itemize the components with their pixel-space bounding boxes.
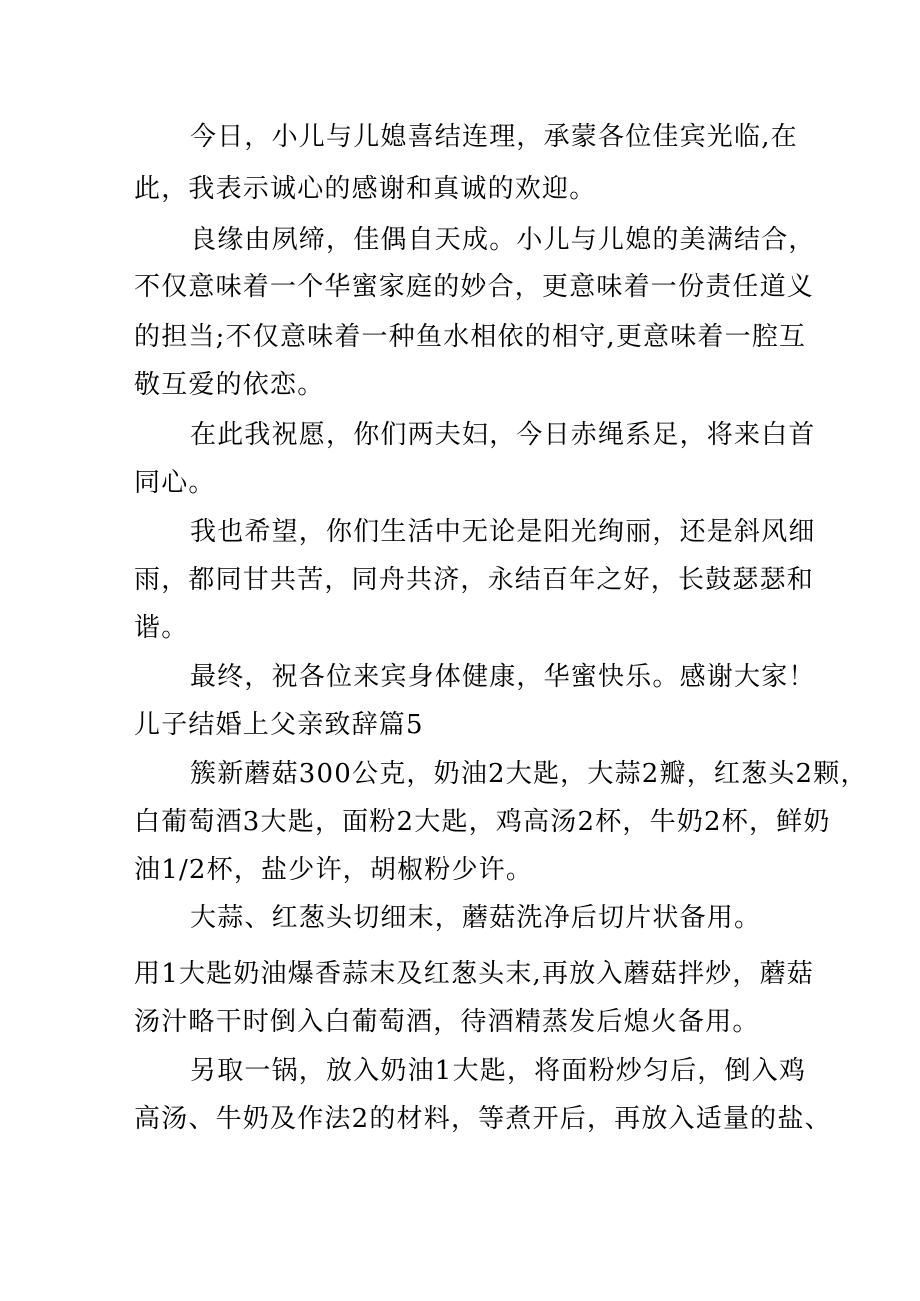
text-line: 高汤、牛奶及作法2的材料，等煮开后，再放入适量的盐、 xyxy=(134,1104,832,1134)
text-line: 簇新蘑菇300公克，奶油2大匙，大蒜2瓣，红葱头2颗， xyxy=(190,759,868,789)
text-line: 的担当;不仅意味着一种鱼水相依的相守,更意味着一腔互 xyxy=(134,322,807,352)
text-line: 今日，小儿与儿媳喜结连理，承蒙各位佳宾光临,在 xyxy=(190,122,798,152)
text-line: 不仅意味着一个华蜜家庭的妙合，更意味着一份责任道义 xyxy=(134,272,815,302)
text-line: 用1大匙奶油爆香蒜末及红葱头末,再放入蘑菇拌炒，蘑菇 xyxy=(134,959,815,989)
text-line: 雨，都同甘共苦，同舟共济，永结百年之好，长鼓瑟瑟和 xyxy=(134,565,815,595)
text-line: 白葡萄酒3大匙，面粉2大匙，鸡高汤2杯，牛奶2杯，鲜奶 xyxy=(134,807,831,837)
text-line: 我也希望，你们生活中无论是阳光绚丽，还是斜风细 xyxy=(190,517,816,547)
text-line: 另取一锅，放入奶油1大匙，将面粉炒匀后，倒入鸡 xyxy=(190,1056,807,1086)
text-line: 良缘由夙缔，佳偶自天成。小儿与儿媳的美满结合， xyxy=(190,225,816,255)
text-line: 最终，祝各位来宾身体健康，华蜜快乐。感谢大家！ xyxy=(190,662,816,692)
section-heading: 儿子结婚上父亲致辞篇5 xyxy=(134,710,424,740)
text-line: 谐。 xyxy=(134,613,189,643)
text-line: 油1/2杯，盐少许，胡椒粉少许。 xyxy=(134,855,534,885)
text-line: 在此我祝愿，你们两夫妇，今日赤绳系足，将来白首 xyxy=(190,420,816,450)
text-line: 汤汁略干时倒入白葡萄酒，待酒精蒸发后熄火备用。 xyxy=(134,1007,760,1037)
text-line: 大蒜、红葱头切细末，蘑菇洗净后切片状备用。 xyxy=(190,903,762,933)
text-line: 敬互爱的依恋。 xyxy=(134,370,325,400)
text-line: 同心。 xyxy=(134,468,216,498)
text-line: 此，我表示诚心的感谢和真诚的欢迎。 xyxy=(134,174,597,204)
